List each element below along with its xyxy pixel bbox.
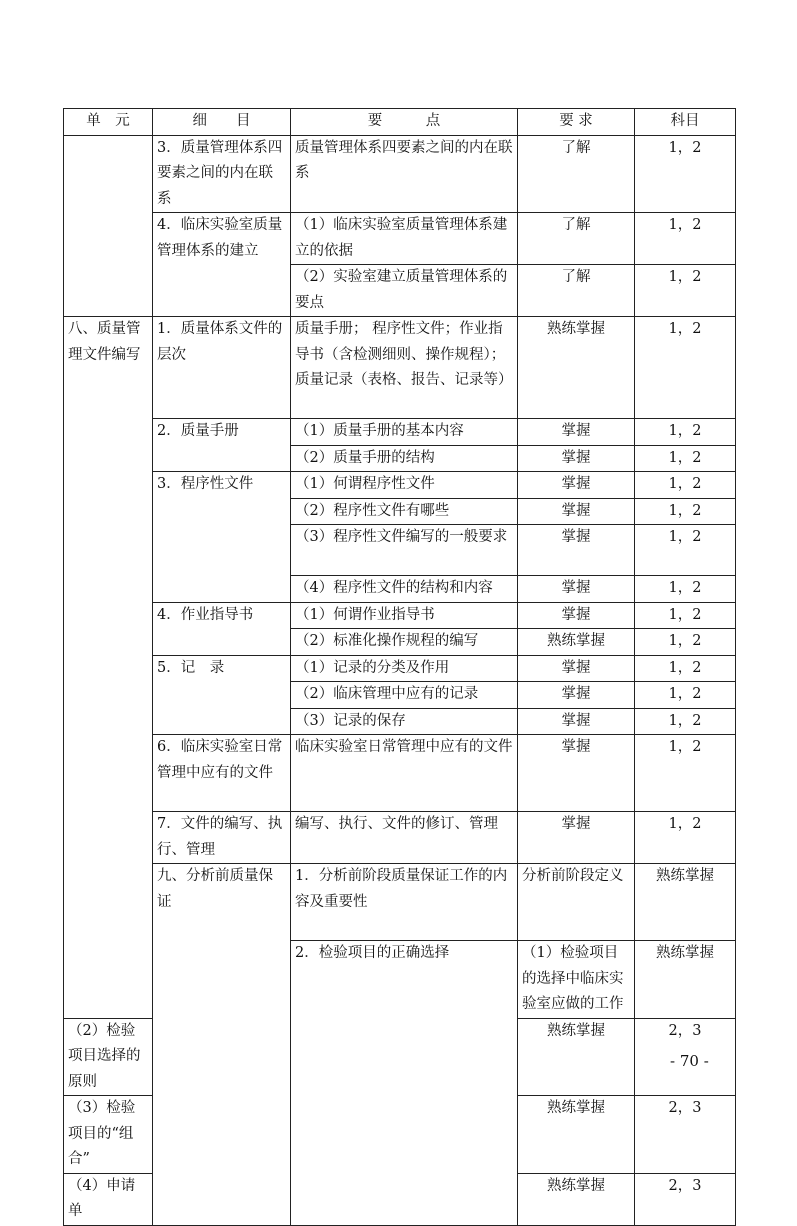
table-row [64,864,736,941]
item-cell: 2．检验项目的正确选择 [291,941,518,1226]
point-cell: （3）检验项目的“组合” [64,1096,153,1174]
unit-cell [64,135,153,317]
table-row [64,135,736,213]
syllabus-table [63,108,736,1226]
requirement-cell: 熟练掌握 [518,1096,635,1174]
requirement-cell: 熟练掌握 [518,317,635,419]
item-cell: 2．质量手册 [153,419,291,472]
point-cell: 临床实验室日常管理中应有的文件 [291,735,518,812]
subject-cell: 1，2 [635,735,736,812]
requirement-cell: 掌握 [518,472,635,499]
requirement-cell: 了解 [518,265,635,317]
requirement-cell: 掌握 [518,498,635,525]
header-requirement: 要 求 [518,109,635,136]
header-unit: 单 元 [64,109,153,136]
item-cell: 7．文件的编写、执行、管理 [153,812,291,864]
point-cell: （1）检验项目的选择中临床实验室应做的工作 [518,941,635,1019]
item-cell: 3．程序性文件 [153,472,291,603]
table-row [64,419,736,446]
subject-cell: 1，2 [635,419,736,446]
requirement-cell: 掌握 [518,602,635,629]
subject-cell: 2，3 [635,1018,736,1096]
subject-cell: 1，2 [635,445,736,472]
subject-cell: 1，2 [635,576,736,603]
point-cell: （1）何谓作业指导书 [291,602,518,629]
subject-cell: 1，2 [635,525,736,576]
subject-cell: 1，2 [635,602,736,629]
table-row [64,655,736,682]
header-row [64,109,736,136]
requirement-cell: 掌握 [518,445,635,472]
subject-cell: 1，2 [635,265,736,317]
item-cell: 5．记 录 [153,655,291,735]
requirement-cell: 熟练掌握 [635,941,736,1019]
point-cell: （3）程序性文件编写的一般要求 [291,525,518,576]
item-cell: 1．质量体系文件的层次 [153,317,291,419]
requirement-cell: 了解 [518,135,635,213]
point-cell: （4）申请单 [64,1173,153,1225]
point-cell: 质量管理体系四要素之间的内在联系 [291,135,518,213]
point-cell: （4）程序性文件的结构和内容 [291,576,518,603]
point-cell: 质量手册； 程序性文件；作业指导书（含检测细则、操作规程）；质量记录（表格、报告、记录等） [291,317,518,419]
unit-cell: 八、质量管理文件编写 [64,317,153,1019]
point-cell: （3）记录的保存 [291,708,518,735]
item-cell: 1．分析前阶段质量保证工作的内容及重要性 [291,864,518,941]
requirement-cell: 掌握 [518,576,635,603]
point-cell: （2）程序性文件有哪些 [291,498,518,525]
point-cell: （2）检验项目选择的原则 [64,1018,153,1096]
subject-cell: 1，2 [635,135,736,213]
table-row [64,812,736,864]
point-cell: （2）实验室建立质量管理体系的要点 [291,265,518,317]
subject-cell: 1，2 [635,655,736,682]
point-cell: 编写、执行、文件的修订、管理 [291,812,518,864]
subject-cell: 1，2 [635,213,736,265]
requirement-cell: 掌握 [518,682,635,709]
item-cell: 4．作业指导书 [153,602,291,655]
table-row [64,213,736,265]
subject-cell: 2，3 [635,1173,736,1225]
point-cell: （2）质量手册的结构 [291,445,518,472]
requirement-cell: 掌握 [518,655,635,682]
point-cell: 分析前阶段定义 [518,864,635,941]
point-cell: （2）临床管理中应有的记录 [291,682,518,709]
subject-cell: 1，2 [635,317,736,419]
table-row [64,317,736,419]
requirement-cell: 掌握 [518,735,635,812]
requirement-cell: 了解 [518,213,635,265]
requirement-cell: 掌握 [518,708,635,735]
header-item: 细 目 [153,109,291,136]
header-point: 要 点 [291,109,518,136]
unit-cell: 九、分析前质量保证 [153,864,291,1226]
point-cell: （2）标准化操作规程的编写 [291,629,518,656]
requirement-cell: 熟练掌握 [518,1173,635,1225]
subject-cell: 1，2 [635,708,736,735]
subject-cell: 1，2 [635,812,736,864]
header-subject: 科目 [635,109,736,136]
requirement-cell: 熟练掌握 [635,864,736,941]
requirement-cell: 掌握 [518,812,635,864]
page-number: - 70 - [670,1052,709,1070]
requirement-cell: 熟练掌握 [518,629,635,656]
table-row [64,602,736,629]
table-row [64,472,736,499]
subject-cell: 2，3 [635,1096,736,1174]
item-cell: 4．临床实验室质量管理体系的建立 [153,213,291,317]
point-cell: （1）临床实验室质量管理体系建立的依据 [291,213,518,265]
subject-cell: 1，2 [635,498,736,525]
item-cell: 6．临床实验室日常管理中应有的文件 [153,735,291,812]
point-cell: （1）何谓程序性文件 [291,472,518,499]
requirement-cell: 掌握 [518,419,635,446]
point-cell: （1）质量手册的基本内容 [291,419,518,446]
subject-cell: 1，2 [635,472,736,499]
requirement-cell: 熟练掌握 [518,1018,635,1096]
table-row [64,735,736,812]
subject-cell: 1，2 [635,682,736,709]
point-cell: （1）记录的分类及作用 [291,655,518,682]
requirement-cell: 掌握 [518,525,635,576]
item-cell: 3．质量管理体系四要素之间的内在联系 [153,135,291,213]
subject-cell: 1，2 [635,629,736,656]
